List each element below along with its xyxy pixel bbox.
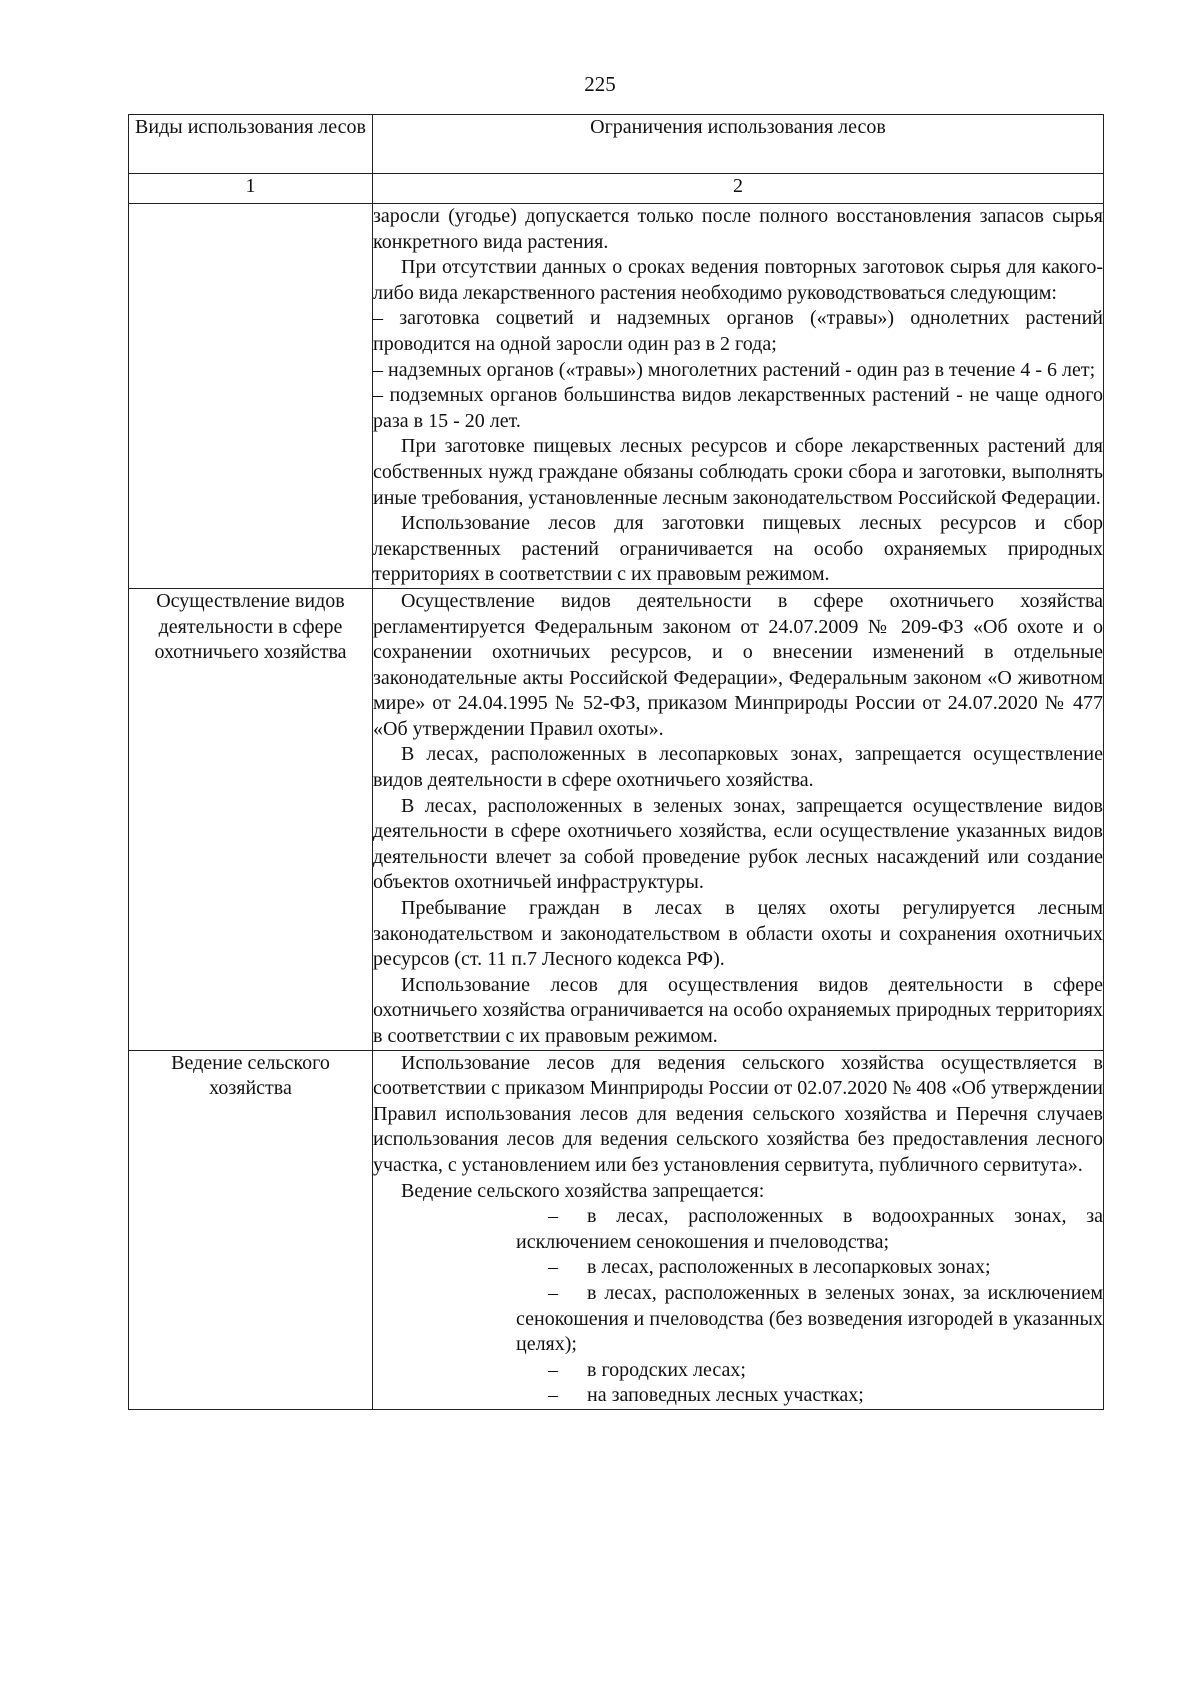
- usage-type-cell: [129, 204, 373, 589]
- paragraph: Осуществление видов деятельности в сфере охотничьего хозяйства регламентируется Федеральным законом от 24.07.2009 № 209-ФЗ «Об охоте и о сохранении охотничьих ресурсов, и о внесении изменений в отдельные законодательные акты Российской Федерации», Федеральным законом «О животном мире» от 24.04.1995 № 52-ФЗ, приказом Минприроды России от 24.07.2020 № 477 «Об утверждении Правил охоты».: [373, 589, 1103, 740]
- column-number-row: [129, 174, 1104, 204]
- dash-list-item: – заготовка соцветий и надземных органов («травы») однолетних растений проводится на одной заросли один раз в 2 года;: [373, 307, 1103, 355]
- column-number-1: 1: [129, 174, 373, 204]
- table-row: [129, 1050, 1104, 1409]
- paragraph: заросли (угодье) допускается только после полного восстановления запасов сырья конкретного вида растения.: [373, 205, 1103, 253]
- paragraph: Пребывание граждан в лесах в целях охоты регулируется лесным законодательством и законодательством в области охоты и сохранения охотничьих ресурсов (ст. 11 п.7 Лесного кодекса РФ).: [373, 897, 1103, 971]
- list-item-text: в лесах, расположенных в зеленых зонах, за исключением сенокошения и пчеловодства (без возведения изгородей в указанных целях);: [516, 1281, 1103, 1356]
- list-item-text: в лесах, расположенных в водоохранных зонах, за исключением сенокошения и пчеловодства;: [516, 1205, 1103, 1253]
- table-row: [129, 204, 1104, 589]
- list-item: [516, 1255, 1103, 1281]
- list-item: [516, 1204, 1103, 1255]
- page-number: 225: [584, 72, 616, 96]
- list-item: [516, 1358, 1103, 1384]
- restrictions-cell: [373, 204, 1104, 589]
- paragraph: При заготовке пищевых лесных ресурсов и сборе лекарственных растений для собственных нужд граждане обязаны соблюдать сроки сбора и заготовки, выполнять иные требования, установленные лесным законодательством Российской Федерации.: [373, 435, 1103, 509]
- forest-use-table: [128, 114, 1104, 1410]
- paragraph: При отсутствии данных о сроках ведения повторных заготовок сырья для какого-либо вида лекарственного растения необходимо руководствоваться следующим:: [373, 256, 1103, 304]
- paragraph: В лесах, расположенных в зеленых зонах, запрещается осуществление видов деятельности в сфере охотничьего хозяйства, если осуществление указанных видов деятельности влечет за собой проведение рубок лесных насаждений или создание объектов охотничьей инфраструктуры.: [373, 794, 1103, 894]
- paragraph: Использование лесов для ведения сельского хозяйства осуществляется в соответствии с приказом Минприроды России от 02.07.2020 № 408 «Об утверждении Правил использования лесов для ведения сельского хозяйства и Перечня случаев использования лесов для ведения сельского хозяйства без предоставления лесного участка, с установлением или без установления сервитута, публичного сервитута».: [373, 1051, 1103, 1176]
- usage-type-cell: Ведение сельского хозяйства: [129, 1050, 373, 1409]
- dash-marker: –: [548, 1256, 558, 1279]
- table-header-row: [129, 115, 1104, 174]
- list-item-text: в городских лесах;: [587, 1358, 746, 1381]
- dash-marker: –: [548, 1205, 558, 1228]
- header-col-usage-types: Виды использования лесов: [129, 115, 373, 174]
- list-item-text: в лесах, расположенных в лесопарковых зонах;: [587, 1256, 991, 1279]
- list-item: [516, 1383, 1103, 1409]
- dash-marker: –: [548, 1281, 558, 1304]
- paragraph: Использование лесов для заготовки пищевых лесных ресурсов и сбор лекарственных растений ограничивается на особо охраняемых природных территориях в соответствии с их правовым режимом.: [373, 512, 1103, 586]
- list-item-text: на заповедных лесных участках;: [587, 1384, 864, 1407]
- dash-list-item: – надземных органов («травы») многолетних растений - один раз в течение 4 - 6 лет;: [373, 358, 1096, 381]
- paragraph: В лесах, расположенных в лесопарковых зонах, запрещается осуществление видов деятельности в сфере охотничьего хозяйства.: [373, 743, 1103, 792]
- column-number-2: 2: [373, 174, 1104, 204]
- paragraph: Использование лесов для осуществления видов деятельности в сфере охотничьего хозяйства ограничивается на особо охраняемых природных территориях в соответствии с их правовым режимом.: [373, 973, 1103, 1047]
- prohibition-list: [373, 1204, 1103, 1409]
- dash-list-item: – подземных органов большинства видов лекарственных растений - не чаще одного раза в 15 - 20 лет.: [373, 384, 1103, 432]
- restrictions-cell: [373, 588, 1104, 1050]
- table-row: [129, 588, 1104, 1050]
- paragraph: Ведение сельского хозяйства запрещается:: [401, 1179, 765, 1202]
- header-col-restrictions: Ограничения использования лесов: [373, 115, 1104, 174]
- usage-type-cell: Осуществление видов деятельности в сфере охотничьего хозяйства: [129, 588, 373, 1050]
- dash-marker: –: [548, 1358, 558, 1381]
- restrictions-cell: [373, 1050, 1104, 1409]
- list-item: [516, 1281, 1103, 1358]
- dash-marker: –: [548, 1384, 558, 1407]
